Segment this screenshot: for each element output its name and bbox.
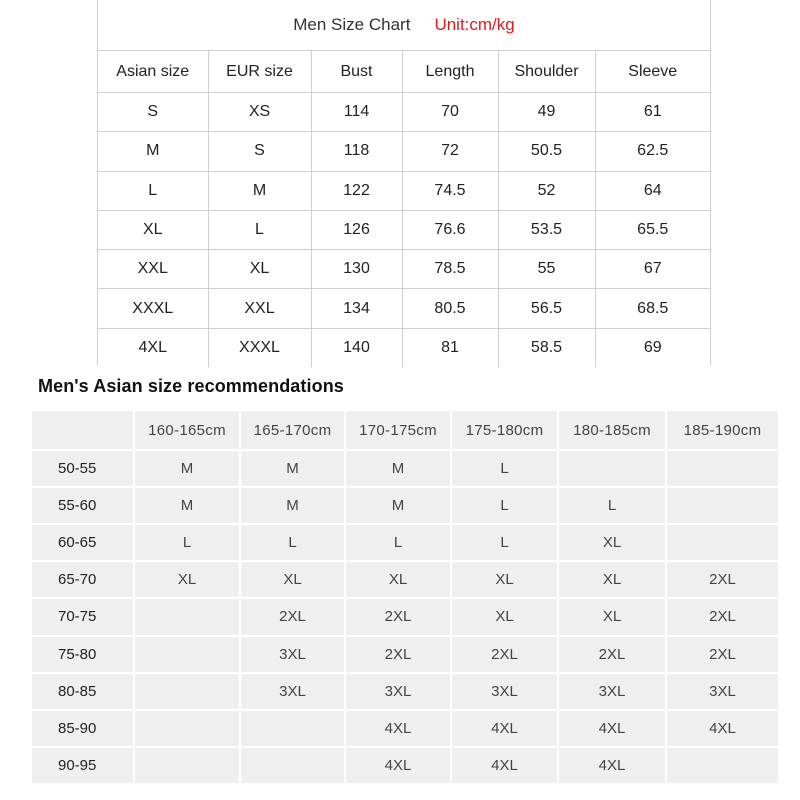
size-chart-cell: XL <box>98 210 208 249</box>
size-chart-header <box>98 0 710 51</box>
recommended-size-cell: M <box>134 450 240 487</box>
recommendation-row <box>31 598 779 635</box>
recommended-size-cell <box>240 747 345 784</box>
recommended-size-cell <box>666 747 779 784</box>
recommendation-row <box>31 450 779 487</box>
size-chart-cell: S <box>208 132 311 171</box>
recommended-size-cell: XL <box>451 561 558 598</box>
size-chart-cell: 62.5 <box>595 132 710 171</box>
recommendation-row <box>31 524 779 561</box>
recommendations-header-row <box>31 410 779 450</box>
size-chart-cell: 140 <box>311 328 402 367</box>
recommended-size-cell: 3XL <box>240 673 345 710</box>
column-header-sleeve: Sleeve <box>595 51 710 93</box>
weight-label: 90-95 <box>31 747 134 784</box>
recommended-size-cell <box>666 524 779 561</box>
recommended-size-cell: M <box>345 450 451 487</box>
size-chart-title: Men Size Chart <box>293 15 411 34</box>
recommended-size-cell: 4XL <box>345 747 451 784</box>
size-chart-cell: 4XL <box>98 328 208 367</box>
size-chart-header-row <box>98 51 710 93</box>
size-chart-cell: XXXL <box>98 289 208 328</box>
recommended-size-cell: 2XL <box>345 598 451 635</box>
weight-label: 65-70 <box>31 561 134 598</box>
weight-label: 80-85 <box>31 673 134 710</box>
height-header: 180-185cm <box>558 410 666 450</box>
recommended-size-cell: XL <box>558 598 666 635</box>
size-chart-cell: XXXL <box>208 328 311 367</box>
recommended-size-cell: 2XL <box>666 598 779 635</box>
recommendations-body <box>31 450 779 784</box>
size-chart-cell: XXL <box>208 289 311 328</box>
size-chart-cell: 126 <box>311 210 402 249</box>
recommended-size-cell: XL <box>345 561 451 598</box>
size-chart-cell: 70 <box>402 93 498 132</box>
recommended-size-cell: L <box>451 487 558 524</box>
recommended-size-cell <box>134 673 240 710</box>
recommended-size-cell: 4XL <box>451 710 558 747</box>
size-chart-cell: XXL <box>98 250 208 289</box>
size-chart-row <box>98 210 710 249</box>
recommended-size-cell: L <box>451 450 558 487</box>
size-chart-cell: S <box>98 93 208 132</box>
recommended-size-cell <box>558 450 666 487</box>
recommended-size-cell: L <box>240 524 345 561</box>
size-chart-cell: 49 <box>498 93 595 132</box>
size-chart-cell: 65.5 <box>595 210 710 249</box>
size-chart-table <box>98 51 710 367</box>
column-header-shoulder: Shoulder <box>498 51 595 93</box>
size-chart-cell: 69 <box>643 338 662 356</box>
size-chart-body <box>98 93 710 368</box>
recommended-size-cell: 4XL <box>451 747 558 784</box>
size-chart-cell: 68.5 <box>595 289 710 328</box>
size-chart-cell: 122 <box>311 171 402 210</box>
weight-label: 85-90 <box>31 710 134 747</box>
recommended-size-cell: 3XL <box>558 673 666 710</box>
size-chart <box>97 0 711 366</box>
size-chart-row <box>98 250 710 289</box>
size-chart-cell: 114 <box>311 93 402 132</box>
size-chart-cell: 61 <box>595 93 710 132</box>
column-header-eur-size: EUR size <box>208 51 311 93</box>
recommended-size-cell: 3XL <box>666 673 779 710</box>
size-chart-cell: 130 <box>311 250 402 289</box>
column-header-asian-size: Asian size <box>98 51 208 93</box>
size-chart-cell: 81 <box>402 328 498 367</box>
weight-label: 70-75 <box>31 598 134 635</box>
recommended-size-cell: 2XL <box>240 598 345 635</box>
recommended-size-cell: M <box>345 487 451 524</box>
recommendation-row <box>31 710 779 747</box>
size-chart-cell: 74.5 <box>402 171 498 210</box>
recommended-size-cell: 3XL <box>240 636 345 673</box>
recommendation-row <box>31 673 779 710</box>
recommended-size-cell: XL <box>558 524 666 561</box>
size-chart-cell: 67 <box>595 250 710 289</box>
recommended-size-cell: 2XL <box>666 561 779 598</box>
size-chart-cell: 56.5 <box>498 289 595 328</box>
size-chart-cell: XS <box>208 93 311 132</box>
recommendation-row <box>31 487 779 524</box>
size-chart-cell: 76.6 <box>402 210 498 249</box>
column-header-bust: Bust <box>311 51 402 93</box>
recommended-size-cell <box>666 450 779 487</box>
recommended-size-cell: 4XL <box>666 710 779 747</box>
recommended-size-cell: L <box>451 524 558 561</box>
size-chart-row <box>98 93 710 132</box>
recommendations-heading: Men's Asian size recommendations <box>38 376 344 396</box>
size-chart-cell: 50.5 <box>498 132 595 171</box>
size-chart-cell: 118 <box>311 132 402 171</box>
size-chart-cell: L <box>98 171 208 210</box>
recommended-size-cell: 2XL <box>558 636 666 673</box>
recommended-size-cell <box>134 710 240 747</box>
recommendation-row <box>31 561 779 598</box>
recommended-size-cell <box>666 487 779 524</box>
size-chart-cell: 58.5 <box>498 328 595 367</box>
recommended-size-cell: 3XL <box>451 673 558 710</box>
height-header: 160-165cm <box>134 410 240 450</box>
weight-label: 60-65 <box>31 524 134 561</box>
height-header: 170-175cm <box>345 410 451 450</box>
recommendations-panel <box>30 409 778 785</box>
recommendations-corner-cell <box>31 410 134 450</box>
size-chart-cell: L <box>208 210 311 249</box>
size-chart-cell: 78.5 <box>402 250 498 289</box>
recommended-size-cell: M <box>240 450 345 487</box>
recommended-size-cell <box>134 598 240 635</box>
recommended-size-cell: L <box>345 524 451 561</box>
size-chart-cell: 55 <box>498 250 595 289</box>
recommended-size-cell <box>134 636 240 673</box>
size-chart-cell: 64 <box>595 171 710 210</box>
height-header: 165-170cm <box>240 410 345 450</box>
recommended-size-cell <box>240 710 345 747</box>
recommendation-row <box>31 747 779 784</box>
recommended-size-cell: 2XL <box>345 636 451 673</box>
recommended-size-cell: L <box>134 524 240 561</box>
weight-label: 50-55 <box>31 450 134 487</box>
height-header: 175-180cm <box>451 410 558 450</box>
size-chart-row <box>98 132 710 171</box>
weight-label: 55-60 <box>31 487 134 524</box>
size-chart-cell: 80.5 <box>402 289 498 328</box>
recommended-size-cell: XL <box>558 561 666 598</box>
recommendation-row <box>31 636 779 673</box>
recommended-size-cell: 4XL <box>558 710 666 747</box>
recommended-size-cell: 4XL <box>558 747 666 784</box>
recommended-size-cell: 2XL <box>451 636 558 673</box>
recommended-size-cell: XL <box>134 561 240 598</box>
recommendations-table <box>30 409 780 785</box>
column-header-length: Length <box>402 51 498 93</box>
size-chart-cell: 52 <box>498 171 595 210</box>
weight-label: 75-80 <box>31 636 134 673</box>
recommended-size-cell: 2XL <box>666 636 779 673</box>
size-chart-row <box>98 289 710 328</box>
size-chart-unit: Unit:cm/kg <box>434 15 515 34</box>
recommended-size-cell: M <box>240 487 345 524</box>
size-chart-cell: M <box>208 171 311 210</box>
recommended-size-cell: L <box>558 487 666 524</box>
size-chart-cell: 72 <box>402 132 498 171</box>
size-chart-row <box>98 171 710 210</box>
size-chart-cell: M <box>98 132 208 171</box>
size-chart-cell: XL <box>208 250 311 289</box>
recommended-size-cell: XL <box>240 561 345 598</box>
size-chart-cell: 134 <box>311 289 402 328</box>
height-header: 185-190cm <box>666 410 779 450</box>
recommended-size-cell: XL <box>451 598 558 635</box>
recommended-size-cell <box>134 747 240 784</box>
size-chart-row <box>98 328 710 367</box>
recommended-size-cell: 4XL <box>345 710 451 747</box>
size-chart-cell: 53.5 <box>498 210 595 249</box>
recommended-size-cell: M <box>134 487 240 524</box>
recommended-size-cell: 3XL <box>345 673 451 710</box>
